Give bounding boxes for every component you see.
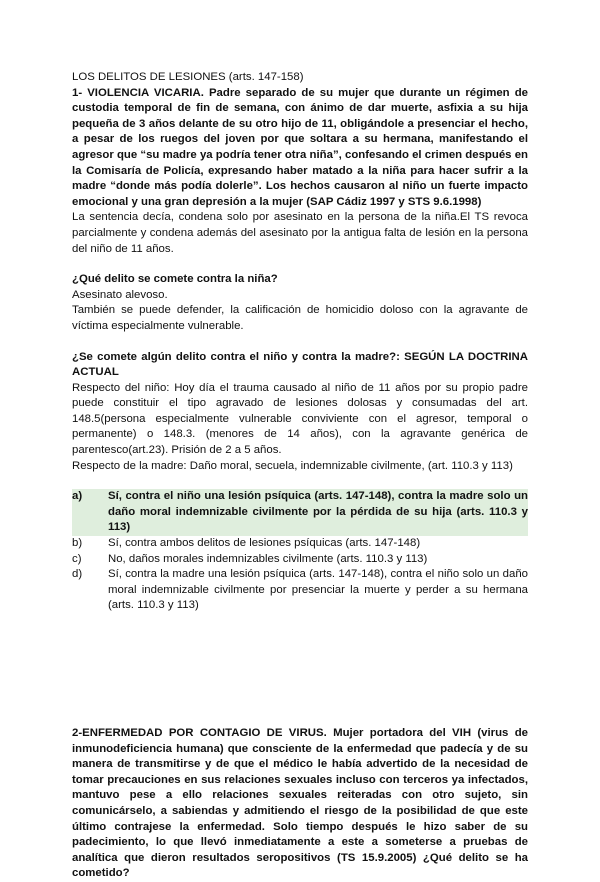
- case1-sentence: La sentencia decía, condena solo por asesinato en la persona de la niña.El TS revoca parcialmente y condena además del asesinato por la antigua falta de lesión en la persona del niño de 11 años.: [72, 211, 528, 255]
- option-a-highlighted: [72, 489, 528, 536]
- case1-statement: [72, 86, 528, 211]
- case2-statement: 2-ENFERMEDAD POR CONTAGIO DE VIRUS. Mujer portadora del VIH (virus de inmunodeficiencia humana) que consciente de la enfermedad que padecía y de su manera de transmitirse y de que el médico le había advertido de la necesidad de tomar precauciones en sus relaciones sexuales incluso con terceros ya infectados, mantuvo pese a ello relaciones sexuales reiteradas con otro sujeto, sin comunicárselo, a sabiendas y admitiendo el riesgo de la posibilidad de que este último contrajese la enfermedad. Solo tiempo después le hizo saber de su padecimiento, lo que llevó inmediatamente a este a someterse a pruebas de analítica que dieron resultados seropositivos (TS 15.9.2005) ¿Qué delito se ha cometido?: [72, 727, 528, 880]
- document-title: LOS DELITOS DE LESIONES (arts. 147-158): [72, 71, 304, 83]
- option-c: [72, 552, 528, 568]
- option-text: Sí, contra ambos delitos de lesiones psíquicas (arts. 147-148): [108, 537, 421, 550]
- option-d: [72, 567, 528, 614]
- answer-2-mother: Respecto de la madre: Daño moral, secuela, indemnizable civilmente, (art. 110.3 y 113): [72, 459, 513, 472]
- option-letter: d): [72, 568, 83, 581]
- option-a: [72, 489, 528, 536]
- case1-heading: 1- VIOLENCIA VICARIA.: [72, 86, 204, 99]
- answer-1-line-2: También se puede defender, la calificación de homicidio doloso con la agravante de víctima especialmente vulnerable.: [72, 304, 528, 332]
- option-letter: c): [72, 552, 82, 565]
- question-2: ¿Se comete algún delito contra el niño y contra la madre?: SEGÚN LA DOCTRINA ACTUAL: [72, 350, 528, 379]
- option-letter: a): [72, 490, 83, 503]
- option-text: No, daños morales indemnizables civilmente (arts. 110.3 y 113): [108, 552, 428, 565]
- answer-1-line-1: Asesinato alevoso.: [72, 288, 168, 301]
- option-letter: b): [72, 537, 83, 550]
- option-text: Sí, contra la madre una lesión psíquica (arts. 147-148), contra el niño solo un daño moral indemnizable civilmente por presenciar la muerte y perder a su hermana (arts. 110.3 y 113): [108, 568, 528, 612]
- option-b: [72, 536, 528, 552]
- case1-facts: Padre separado de su mujer que durante un régimen de custodia temporal de fin de semana, con ánimo de dar muerte, asfixia a su hija pequeña de 3 años delante de su otro hijo de 11, obligándole a presenciar el hecho, a pesar de los ruegos del joven por que soltara a su hermana, manifestando el agresor que “su madre ya podría tener otra niña”, confesando el crimen después en la Comisaría de Policía, expresando haber matado a la niña para hacer sufrir a la madre “donde más podía dolerle”. Los hechos causaron al niño un fuerte impacto emocional y una gran depresión a la mujer (SAP Cádiz 1997 y STS 9.6.1998): [72, 86, 528, 208]
- answer-2-child: Respecto del niño: Hoy día el trauma causado al niño de 11 años por su propio padre puede constituir el tipo agravado de lesiones dolosas y consumadas del art. 148.5(persona especialmente vulnerable conviviente con el agresor, temporal o permanente) o 148.3. (menores de 14 años), con la agravante genérica de parentesco(art.23). Prisión de 2 a 5 años.: [72, 381, 528, 457]
- question-1: ¿Qué delito se comete contra la niña?: [72, 273, 278, 286]
- option-text: Sí, contra el niño una lesión psíquica (arts. 147-148), contra la madre solo un daño moral indemnizable civilmente por la pérdida de su hija (arts. 110.3 y 113): [108, 490, 528, 534]
